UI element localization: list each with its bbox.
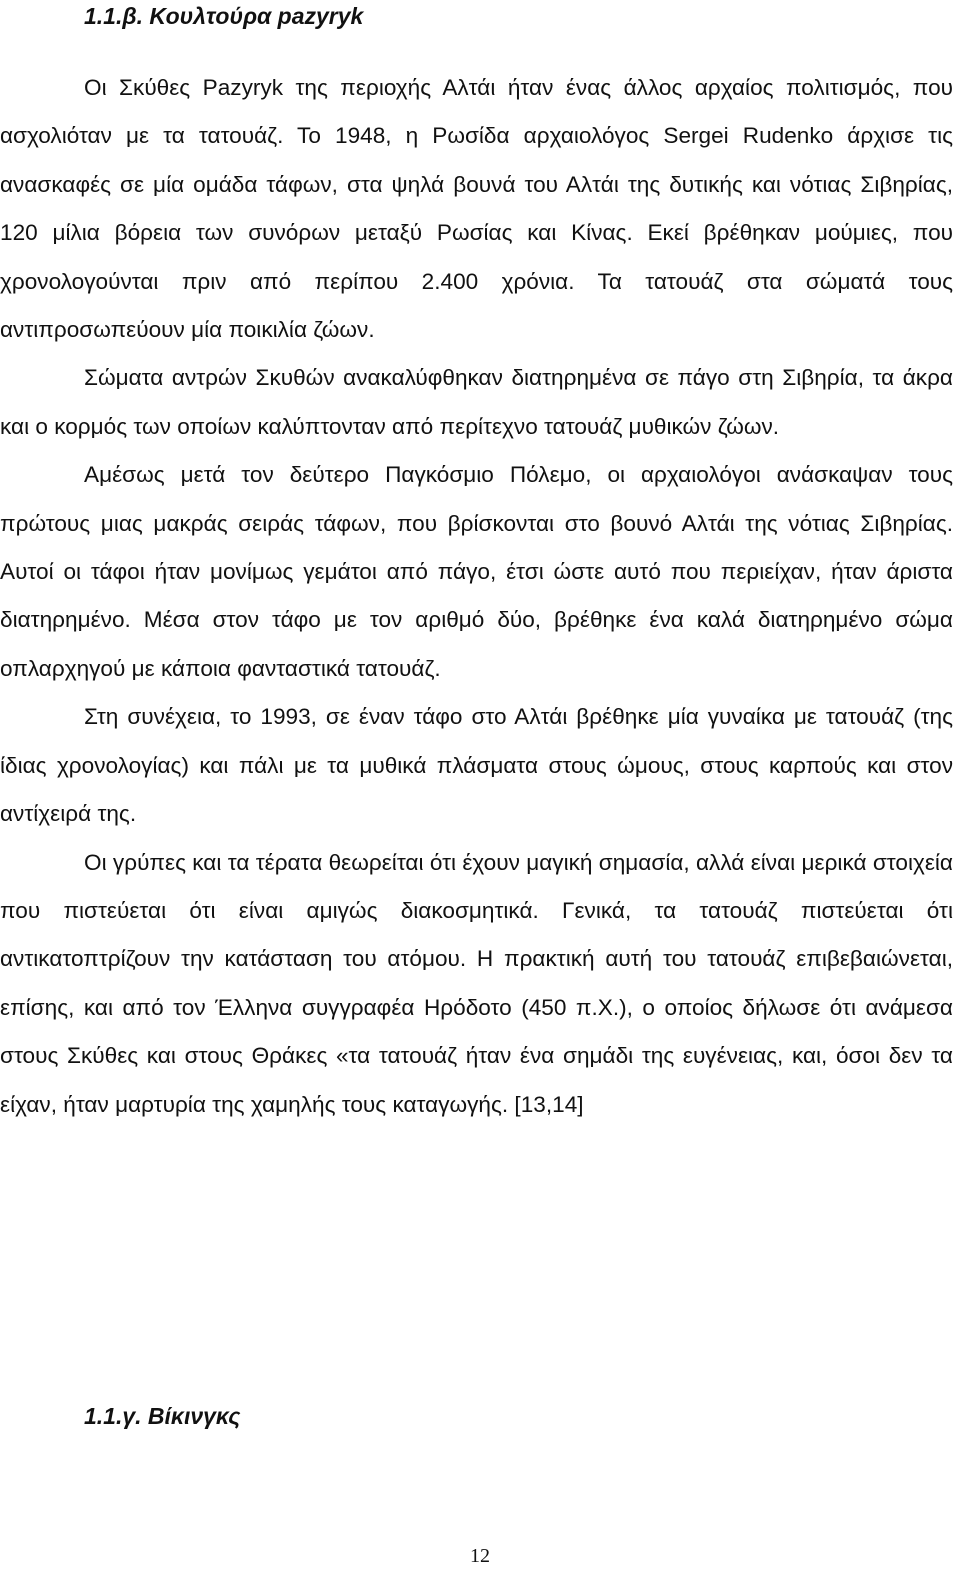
section-heading-pazyryk: 1.1.β. Κουλτούρα pazyryk [84, 3, 364, 29]
paragraph-pazyryk-intro: Οι Σκύθες Pazyryk της περιοχής Αλτάι ήταν ένας άλλος αρχαίος πολιτισμός, που ασχολιόταν με τα τατουάζ. Το 1948, η Ρωσίδα αρχαιολόγος Sergei Rudenko άρχισε τις ανασκαφές σε μία ομάδα τάφων, στα ψηλά βουνά του Αλτάι της δυτικής και νότιας Σιβηρίας, 120 μίλια βόρεια των συνόρων μεταξύ Ρωσίας και Κίνας. Εκεί βρέθηκαν μούμιες, που χρονολογούνται πριν από περίπου 2.400 χρόνια. Τα τατουάζ στα σώματά τους αντιπροσωπεύουν μία ποικιλία ζώων. [0, 75, 953, 343]
paragraph-1993-woman: Στη συνέχεια, το 1993, σε έναν τάφο στο Αλτάι βρέθηκε μία γυναίκα με τατουάζ (της ίδιας χρονολογίας) και πάλι με τα μυθικά πλάσματα στους ώμους, στους καρπούς και στον αντίχειρά της. [0, 704, 953, 827]
paragraph-altai-excavations: Αμέσως μετά τον δεύτερο Παγκόσμιο Πόλεμο, οι αρχαιολόγοι ανάσκαψαν τους πρώτους μιας μακράς σειράς τάφων, που βρίσκονται στο βουνό Αλτάι της νότιας Σιβηρίας. Αυτοί οι τάφοι ήταν μονίμως γεμάτοι από πάγο, έτσι ώστε αυτό που περιείχαν, ήταν άριστα διατηρημένο. Μέσα στον τάφο με τον αριθμό δύο, βρέθηκε ένα καλά διατηρημένο σώμα οπλαρχηγού με κάποια φανταστικά τατουάζ. [0, 462, 953, 681]
page-number: 12 [470, 1545, 490, 1567]
paragraph-scythian-bodies: Σώματα αντρών Σκυθών ανακαλύφθηκαν διατηρημένα σε πάγο στη Σιβηρία, τα άκρα και ο κορμός των οποίων καλύπτονταν από περίτεχνο τατουάζ μυθικών ζώων. [0, 365, 953, 439]
section-heading-vikings: 1.1.γ. Βίκινγκς [84, 1403, 241, 1429]
body-text [0, 64, 953, 1129]
paragraph-griffins-herodotus: Οι γρύπες και τα τέρατα θεωρείται ότι έχουν μαγική σημασία, αλλά είναι μερικά στοιχεία που πιστεύεται ότι είναι αμιγώς διακοσμητικά. Γενικά, τα τατουάζ πιστεύεται ότι αντικατοπτρίζουν την κατάσταση του ατόμου. Η πρακτική αυτή του τατουάζ επιβεβαιώνεται, επίσης, και από τον Έλληνα συγγραφέα Ηρόδοτο (450 π.Χ.), ο οποίος δήλωσε ότι ανάμεσα στους Σκύθες και στους Θράκες «τα τατουάζ ήταν ένα σημάδι της ευγένειας, και, όσοι δεν τα είχαν, ήταν μαρτυρία της χαμηλής τους καταγωγής. [13,14] [0, 849, 953, 1117]
